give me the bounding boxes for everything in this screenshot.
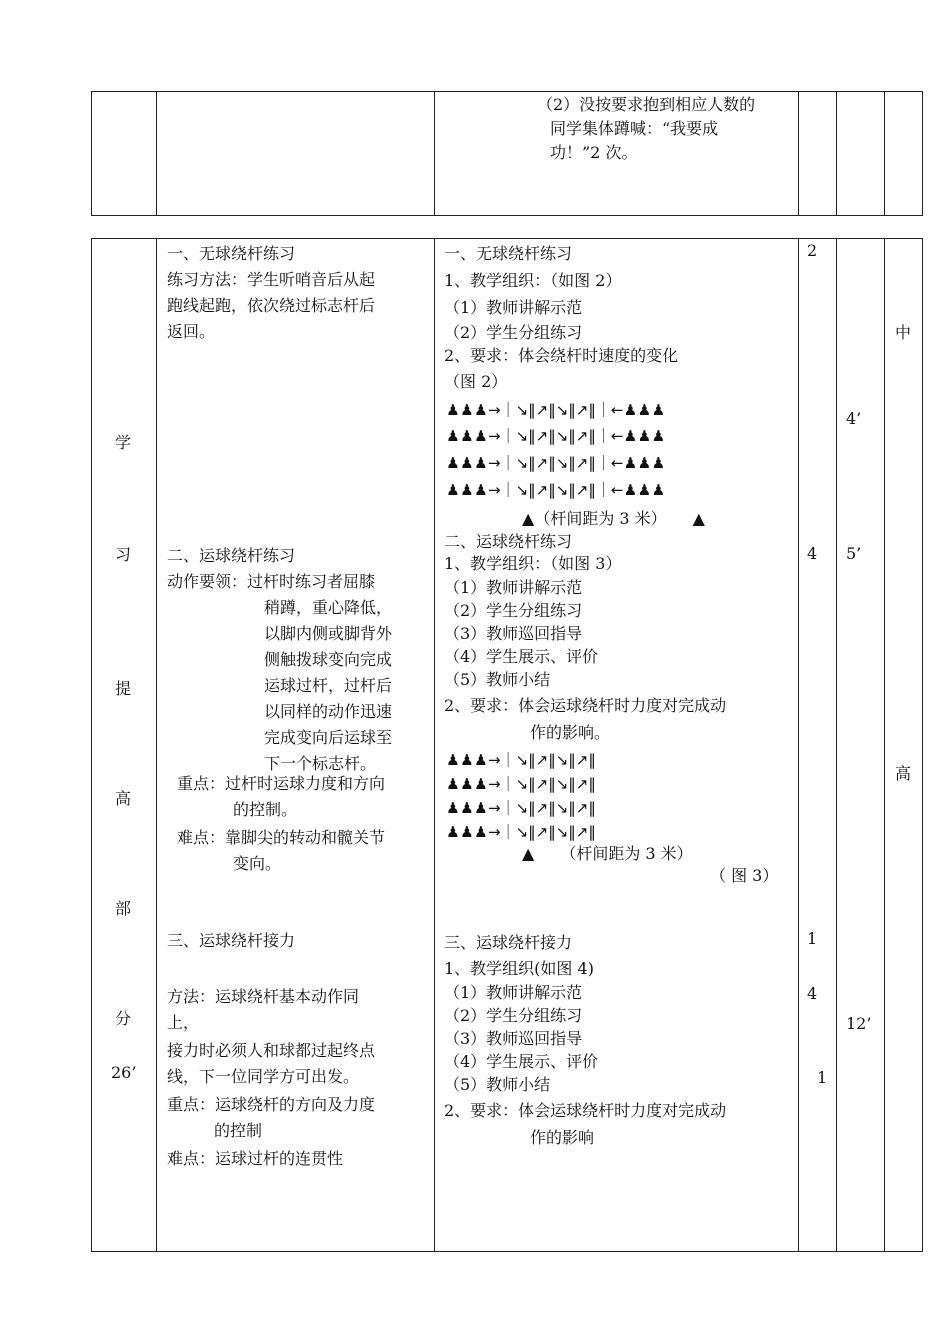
fig3-path: →｜↘‖↗‖↘‖↗‖ <box>488 751 596 769</box>
fig3-row-1 <box>446 747 596 773</box>
p2-title: 二、运球绕杆练习 <box>167 546 296 565</box>
top-col-line <box>836 91 837 216</box>
top-col-line <box>884 91 885 216</box>
person-icon: ♟ <box>651 401 666 419</box>
o2-title: 二、运球绕杆练习 <box>444 532 573 551</box>
o1-line: （2）学生分组练习 <box>444 323 583 342</box>
person-icon: ♟ <box>460 454 474 472</box>
p2-line: 以同样的动作迅速 <box>264 702 393 721</box>
section-char: 习 <box>115 545 132 564</box>
intensity-value: 高 <box>895 764 912 783</box>
main-col-line <box>798 238 799 1252</box>
person-icon: ♟ <box>637 454 652 472</box>
intensity-value: 中 <box>895 323 912 342</box>
fig2-row-3 <box>446 450 665 476</box>
fig2-path: →｜↘‖↗‖↘‖↗‖｜← <box>488 454 624 472</box>
o2-line: （2）学生分组练习 <box>444 601 583 620</box>
section-time: 26’ <box>111 1063 137 1082</box>
o2-line: （5）教师小结 <box>444 670 551 689</box>
p2-difficulty: 难点：靠脚尖的转动和髋关节 <box>177 828 386 847</box>
person-icon: ♟ <box>474 799 488 817</box>
p1-line: 返回。 <box>167 322 216 341</box>
main-col-line <box>91 238 92 1252</box>
p2-line: 动作要领：过杆时练习者屈膝 <box>167 572 376 591</box>
o1-line: 2、要求：体会绕杆时速度的变化 <box>444 346 679 365</box>
o1-line: 1、教学组织：（如图 2） <box>444 271 622 290</box>
p3-line: 上， <box>167 1013 200 1032</box>
fig3-caption: （杆间距为 3 米） <box>560 844 693 863</box>
teacher-triangle-icon: ▲ <box>692 509 705 528</box>
count-value: 1 <box>817 1068 828 1087</box>
person-icon: ♟ <box>474 454 488 472</box>
p2-key-point: 重点：过杆时运球力度和方向 <box>177 774 386 793</box>
p1-line: 跑线起跑，依次绕过标志杆后 <box>167 296 376 315</box>
o3-requirement: 2、要求：体会运球绕杆时力度对完成动 <box>444 1101 727 1120</box>
section-char: 分 <box>115 1009 132 1028</box>
o3-line: （4）学生展示、评价 <box>444 1052 599 1071</box>
p3-difficulty: 难点：运球过杆的连贯性 <box>167 1149 344 1168</box>
person-icon: ♟ <box>446 751 460 769</box>
count-value: 4 <box>807 544 818 563</box>
person-icon: ♟ <box>460 751 474 769</box>
p1-line: 练习方法：学生听哨音后从起 <box>167 270 376 289</box>
fig3-path: →｜↘‖↗‖↘‖↗‖ <box>488 775 596 793</box>
p2-line: 侧触拨球变向完成 <box>264 650 393 669</box>
person-icon: ♟ <box>446 481 460 499</box>
p2-line: 完成变向后运球至 <box>264 728 393 747</box>
p3-line: 接力时必须人和球都过起终点 <box>167 1041 376 1060</box>
o3-line: （5）教师小结 <box>444 1075 551 1094</box>
count-value: 1 <box>807 929 818 948</box>
section-char: 学 <box>115 433 132 452</box>
person-icon: ♟ <box>446 427 460 445</box>
top-col-line <box>91 91 92 216</box>
p3-key-point: 的控制 <box>214 1121 263 1140</box>
fig2-caption: （杆间距为 3 米） <box>534 509 667 528</box>
main-col-line <box>836 238 837 1252</box>
p3-line: 方法：运球绕杆基本动作同 <box>167 987 360 1006</box>
fig3-label: （ 图 3） <box>710 866 779 885</box>
p2-line: 运球过杆，过杆后 <box>264 676 393 695</box>
section-char: 高 <box>115 789 132 808</box>
person-icon: ♟ <box>623 481 638 499</box>
person-icon: ♟ <box>623 427 638 445</box>
o3-line: （3）教师巡回指导 <box>444 1029 583 1048</box>
section-char: 提 <box>115 679 132 698</box>
o1-line: （1）教师讲解示范 <box>444 298 583 317</box>
fig3-path: →｜↘‖↗‖↘‖↗‖ <box>488 799 596 817</box>
person-icon: ♟ <box>474 427 488 445</box>
person-icon: ♟ <box>623 454 638 472</box>
count-value: 2 <box>807 241 818 260</box>
fig3-row-4 <box>446 819 596 845</box>
o3-line: （2）学生分组练习 <box>444 1006 583 1025</box>
top-col-line <box>798 91 799 216</box>
fig3-path: →｜↘‖↗‖↘‖↗‖ <box>488 823 596 841</box>
o3-line: 1、教学组织(如图 4) <box>444 959 594 978</box>
person-icon: ♟ <box>474 823 488 841</box>
top-col-line <box>922 91 923 216</box>
o2-requirement: 2、要求：体会运球绕杆时力度对完成动 <box>444 696 727 715</box>
person-icon: ♟ <box>474 775 488 793</box>
person-icon: ♟ <box>474 481 488 499</box>
top-note-line1: （2）没按要求抱到相应人数的 <box>537 95 756 114</box>
person-icon: ♟ <box>460 481 474 499</box>
person-icon: ♟ <box>474 401 488 419</box>
person-icon: ♟ <box>651 454 666 472</box>
person-icon: ♟ <box>637 401 652 419</box>
p3-line: 线，下一位同学方可出发。 <box>167 1067 360 1086</box>
o2-line: （1）教师讲解示范 <box>444 578 583 597</box>
person-icon: ♟ <box>460 775 474 793</box>
person-icon: ♟ <box>460 427 474 445</box>
top-note-line2: 同学集体蹲喊：“我要成 <box>550 119 719 138</box>
p2-line: 下一个标志杆。 <box>264 754 377 773</box>
main-col-line <box>434 238 435 1252</box>
fig3-row-2 <box>446 771 596 797</box>
top-col-line <box>156 91 157 216</box>
top-note-line3: 功！”2 次。 <box>550 143 638 162</box>
o2-line: （4）学生展示、评价 <box>444 647 599 666</box>
fig2-path: →｜↘‖↗‖↘‖↗‖｜← <box>488 481 624 499</box>
person-icon: ♟ <box>446 823 460 841</box>
p2-line: 稍蹲，重心降低， <box>264 598 393 617</box>
o2-line: （3）教师巡回指导 <box>444 624 583 643</box>
person-icon: ♟ <box>446 401 460 419</box>
time-value: 12’ <box>846 1014 872 1033</box>
o2-line: 1、教学组织：（如图 3） <box>444 554 622 573</box>
person-icon: ♟ <box>446 454 460 472</box>
p3-title: 三、运球绕杆接力 <box>167 931 296 950</box>
main-col-line <box>156 238 157 1252</box>
fig3-caption-row <box>522 843 693 865</box>
person-icon: ♟ <box>460 401 474 419</box>
p1-title: 一、无球绕杆练习 <box>167 244 296 263</box>
count-value: 4 <box>807 984 818 1003</box>
person-icon: ♟ <box>637 427 652 445</box>
fig2-row-1 <box>446 397 665 423</box>
p2-key-point: 的控制。 <box>233 800 298 819</box>
fig2-caption-row <box>522 508 705 530</box>
p3-key-point: 重点：运球绕杆的方向及力度 <box>167 1095 376 1114</box>
person-icon: ♟ <box>460 823 474 841</box>
p2-difficulty: 变向。 <box>233 854 282 873</box>
main-col-line <box>884 238 885 1252</box>
person-icon: ♟ <box>446 775 460 793</box>
fig2-row-4 <box>446 477 665 503</box>
person-icon: ♟ <box>651 427 666 445</box>
person-icon: ♟ <box>651 481 666 499</box>
teacher-triangle-icon: ▲ <box>522 844 535 863</box>
person-icon: ♟ <box>460 799 474 817</box>
fig2-path: →｜↘‖↗‖↘‖↗‖｜← <box>488 401 624 419</box>
person-icon: ♟ <box>637 481 652 499</box>
top-col-line <box>434 91 435 216</box>
fig3-row-3 <box>446 795 596 821</box>
o3-line: （1）教师讲解示范 <box>444 983 583 1002</box>
o2-requirement: 作的影响。 <box>530 723 611 742</box>
p2-line: 以脚内侧或脚背外 <box>264 624 393 643</box>
person-icon: ♟ <box>474 751 488 769</box>
person-icon: ♟ <box>446 799 460 817</box>
time-value: 5’ <box>846 544 862 563</box>
fig2-row-2 <box>446 423 665 449</box>
section-char: 部 <box>115 899 132 918</box>
figure-label: （图 2） <box>444 372 508 391</box>
o3-requirement: 作的影响 <box>530 1128 595 1147</box>
fig2-path: →｜↘‖↗‖↘‖↗‖｜← <box>488 427 624 445</box>
main-col-line <box>922 238 923 1252</box>
o3-title: 三、运球绕杆接力 <box>444 933 573 952</box>
person-icon: ♟ <box>623 401 638 419</box>
o1-title: 一、无球绕杆练习 <box>444 244 573 263</box>
teacher-triangle-icon: ▲ <box>522 509 535 528</box>
time-value: 4’ <box>846 409 862 428</box>
